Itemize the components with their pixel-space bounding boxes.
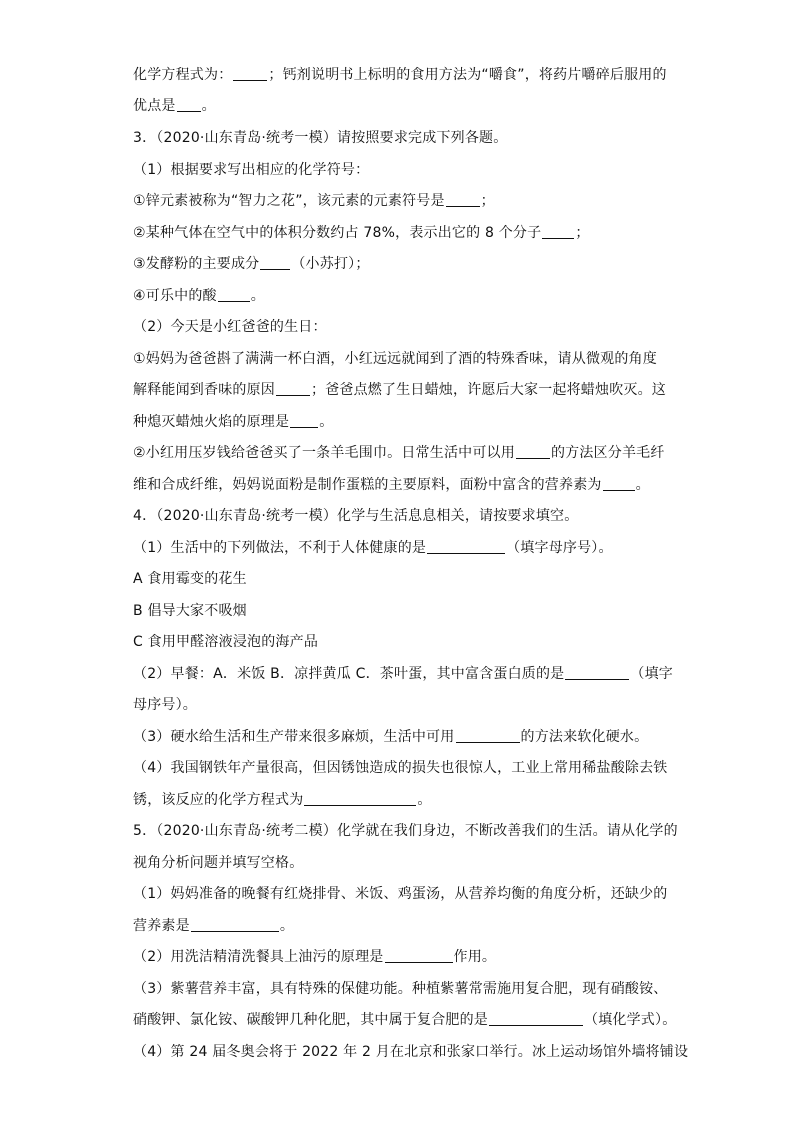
text-line: 优点是 。	[133, 98, 216, 114]
answer-blank	[304, 791, 416, 806]
answer-blank	[218, 287, 250, 302]
answer-blank	[233, 66, 267, 81]
answer-blank	[191, 917, 279, 932]
text-line: 锈，该反应的化学方程式为 。	[133, 792, 432, 808]
text-line: （2）早餐：A．米饭 B．凉拌黄瓜 C．茶叶蛋，其中富含蛋白质的是 （填字	[133, 666, 673, 682]
text-line: 营养素是 。	[133, 918, 295, 934]
text-line: ②某种气体在空气中的体积分数约占 78%，表示出它的 8 个分子 ；	[133, 225, 590, 241]
text-line: （1）妈妈准备的晚餐有红烧排骨、米饭、鸡蛋汤，从营养均衡的角度分析，还缺少的	[133, 886, 668, 902]
text-line: ②小红用压岁钱给爸爸买了一条羊毛围巾。日常生活中可以用 的方法区分羊毛纤	[133, 445, 665, 461]
text-line: ③发酵粉的主要成分 （小苏打）；	[133, 256, 370, 272]
answer-blank	[542, 224, 574, 239]
text-line: （4）第 24 届冬奥会将于 2022 年 2 月在北京和张家口举行。冰上运动场馆外墙将铺设	[133, 1044, 689, 1060]
answer-blank	[603, 476, 635, 491]
option-b: B 倡导大家不吸烟	[133, 603, 247, 619]
text-line: （4）我国钢铁年产量很高，但因锈蚀造成的损失也很惊人，工业上常用稀盐酸除去铁	[133, 760, 668, 776]
answer-blank	[290, 413, 318, 428]
text-line: ①妈妈为爸爸斟了满满一杯白酒，小红远远就闻到了酒的特殊香味，请从微观的角度	[133, 351, 657, 367]
answer-blank	[446, 192, 480, 207]
text-line: 维和合成纤维，妈妈说面粉是制作蛋糕的主要原料，面粉中富含的营养素为 。	[133, 477, 650, 493]
text-line: ④可乐中的酸 。	[133, 288, 265, 304]
answer-blank	[276, 381, 310, 396]
text-line: （1）生活中的下列做法，不利于人体健康的是 （填字母序号）。	[133, 540, 613, 556]
answer-blank	[516, 444, 550, 459]
text-line: 化学方程式为： ；钙剂说明书上标明的食用方法为“嚼食”，将药片嚼碎后服用的	[133, 67, 667, 83]
text-line: 母序号）。	[133, 697, 197, 713]
text-line: 解释能闻到香味的原因 ；爸爸点燃了生日蜡烛，许愿后大家一起将蜡烛吹灭。这	[133, 382, 666, 398]
option-a: A 食用霉变的花生	[133, 571, 247, 587]
answer-blank	[565, 665, 629, 680]
option-c: C 食用甲醛溶液浸泡的海产品	[133, 634, 319, 650]
text-line: （2）用洗洁精清洗餐具上油污的原理是 作用。	[133, 949, 497, 965]
text-line: （1）根据要求写出相应的化学符号：	[133, 162, 370, 178]
text-line: 硝酸钾、氯化铵、碳酸钾几种化肥，其中属于复合肥的是 （填化学式）。	[133, 1012, 677, 1028]
text-line: 种熄灭蜡烛火焰的原理是 。	[133, 414, 334, 430]
text-line: （3）硬水给生活和生产带来很多麻烦，生活中可用 的方法来软化硬水。	[133, 729, 649, 745]
question-5-heading: 5．（2020·山东青岛·统考二模）化学就在我们身边，不断改善我们的生活。请从化学的	[133, 823, 678, 839]
answer-blank	[260, 255, 290, 270]
answer-blank	[427, 539, 505, 554]
answer-blank	[177, 97, 201, 112]
answer-blank	[456, 728, 520, 743]
question-3-heading: 3．（2020·山东青岛·统考一模）请按照要求完成下列各题。	[133, 130, 508, 146]
text-line: ①锌元素被称为“智力之花”，该元素的元素符号是 ；	[133, 193, 495, 209]
answer-blank	[489, 1011, 583, 1026]
text-line: 视角分析问题并填写空格。	[133, 855, 304, 871]
text-line: （3）紫薯营养丰富，具有特殊的保健功能。种植紫薯常需施用复合肥，现有硝酸铵、	[133, 981, 668, 997]
text-line: （2）今天是小红爸爸的生日：	[133, 319, 327, 335]
answer-blank	[385, 948, 453, 963]
question-4-heading: 4．（2020·山东青岛·统考一模）化学与生活息息相关，请按要求填空。	[133, 508, 579, 524]
